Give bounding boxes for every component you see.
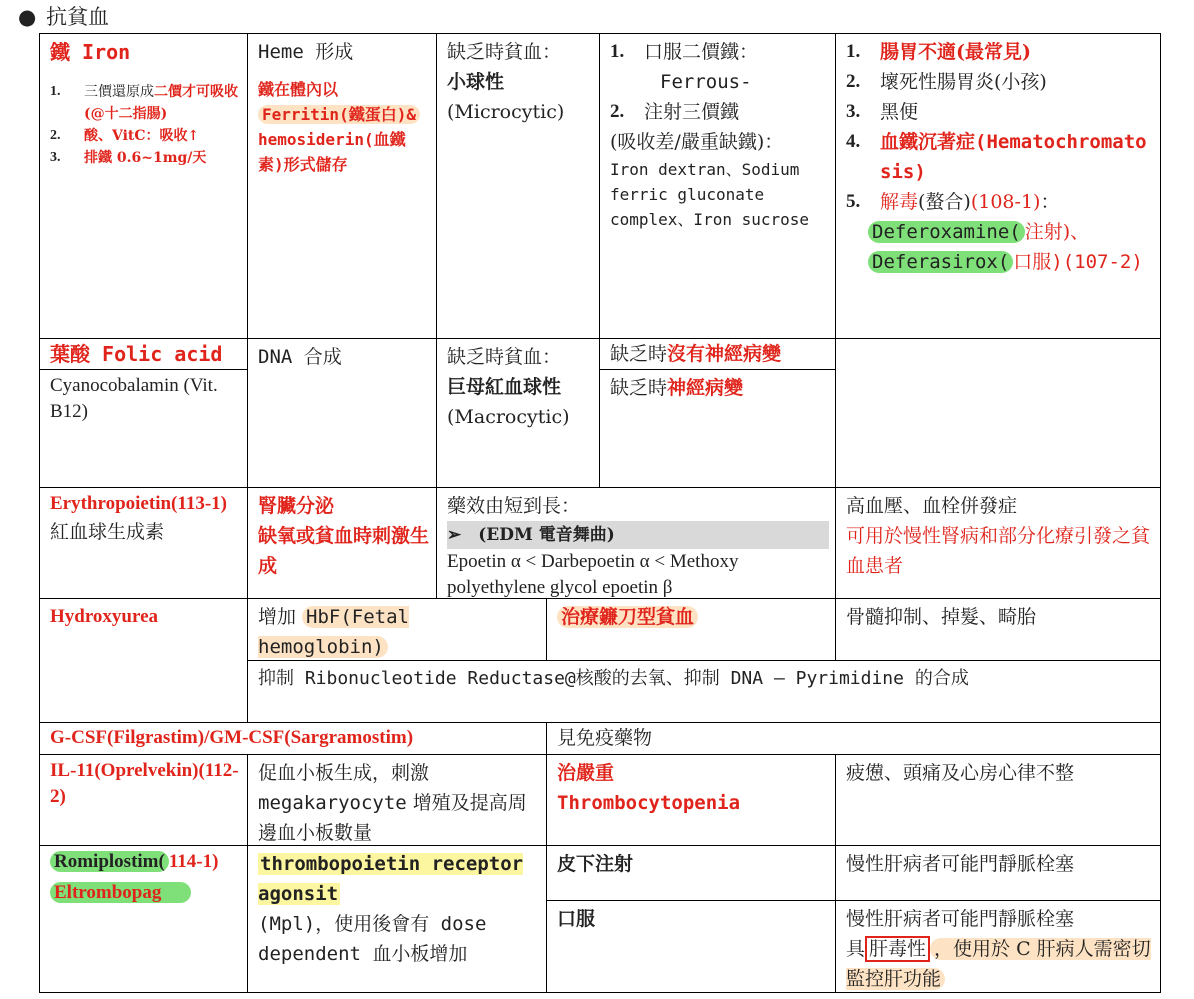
il11-use-a: 治嚴重	[557, 762, 615, 784]
iron-route: 1. 口服二價鐵：	[610, 41, 759, 63]
folic-note-cell	[599, 338, 836, 370]
folic-adverse-cell	[835, 338, 1161, 488]
iron-route-sub: Ferrous-	[660, 71, 752, 93]
iron-name: 鐵 Iron	[50, 40, 131, 64]
hbf-highlight: HbF(Fetal hemoglobin)	[258, 606, 409, 658]
epo-adverse-a: 高血壓、血栓併發症	[846, 495, 1018, 517]
epo-source-cell	[247, 487, 437, 599]
iron-adverse-cell	[835, 33, 1161, 339]
tpo-mechanism-b: (Mpl)，使用後會有 dose dependent 血小板增加	[258, 913, 487, 965]
iron-deficiency-cell	[436, 33, 600, 339]
romiplostim-name: Romiplostim( 114-1)	[50, 849, 241, 874]
eltrombopag-route: 口服	[557, 908, 596, 930]
iron-adverse-item: 2. 壞死性腸胃炎(小孩)	[846, 71, 1047, 93]
eltrombopag-adverse-b: 具 肝毒性 ，使用於 C 肝病人需密切監控肝功能	[846, 938, 1151, 990]
hydroxyurea-mechanism-cell	[247, 660, 1161, 723]
epo-source-a: 腎臟分泌	[258, 495, 335, 517]
folic-note-b: 沒有神經病變	[667, 343, 782, 365]
romiplostim-route-cell	[546, 845, 836, 901]
iron-route-sub: (吸收差/嚴重缺鐵)：	[610, 131, 784, 153]
hydroxyurea-adverse-cell	[835, 598, 1161, 661]
iron-item: 2. 酸、VitC：吸收↑	[50, 128, 200, 144]
epo-name: Erythropoietin(113-1)	[50, 493, 227, 514]
iron-storage-text: 鐵在體內以 Ferritin(鐵蛋白)& hemosiderin(血鐵素)形式儲存	[258, 77, 430, 177]
iron-adverse-item: 4. 血鐵沉著症(Hematochromatosis)	[846, 131, 1147, 183]
iron-deficiency-a: 缺乏時貧血：	[447, 41, 562, 63]
iron-adverse-item: 3. 黑便	[846, 101, 919, 123]
eltrombopag-name: Eltrombopag	[50, 878, 241, 908]
iron-mechanism-title: Heme 形成	[258, 41, 354, 63]
epo-source-b: 缺氧或貧血時刺激生成	[258, 525, 430, 577]
folic-deficiency-cell	[436, 338, 600, 488]
iron-routes-cell	[599, 33, 836, 339]
iron-item: 1. 三價還原成二價才可吸收(@十二指腸)	[50, 84, 238, 122]
iron-deficiency-b: 小球性	[447, 71, 505, 93]
il11-name: IL-11(Oprelvekin)(112-2)	[50, 760, 239, 807]
epo-mnemonic: ➢ (EDM 電音舞曲)	[447, 521, 829, 549]
folic-deficiency-a: 缺乏時貧血：	[447, 346, 562, 368]
bullet-icon: ●	[18, 5, 37, 29]
eltrombopag-route-cell	[546, 900, 836, 993]
epo-order-text: Epoetin α < Darbepoetin α < Methoxy polyethylene glycol epoetin β	[447, 551, 739, 598]
iron-route: 2. 注射三價鐵	[610, 101, 740, 123]
b12-note-b: 神經病變	[667, 377, 744, 399]
b12-note-a: 缺乏時	[610, 377, 668, 399]
folic-name: 葉酸 Folic acid	[50, 342, 223, 366]
epo-adverse-b: 可用於慢性腎病和部分化療引發之貧血患者	[846, 525, 1151, 577]
iron-item: 3. 排鐵 0.6~1mg/天	[50, 150, 207, 166]
hydroxyurea-use-cell	[546, 598, 836, 661]
b12-note-cell	[599, 369, 836, 488]
eltrombopag-adverse-cell	[835, 900, 1161, 993]
section-title: 抗貧血	[46, 5, 109, 29]
il11-effect-cell: 促血小板生成，刺激megakaryocyte 增殖及提高周邊血小板數量	[247, 754, 547, 846]
romiplostim-adverse: 慢性肝病者可能門靜脈栓塞	[846, 853, 1075, 875]
epo-order-title: 藥效由短到長：	[447, 495, 581, 517]
romiplostim-adverse-cell	[835, 845, 1161, 901]
iron-routes-list: Iron dextran、Sodium ferric gluconate complex、Iron sucrose	[610, 160, 810, 229]
iron-mechanism-cell	[247, 33, 437, 339]
il11-name-cell	[39, 754, 248, 846]
eltrombopag-adverse-a: 慢性肝病者可能門靜脈栓塞	[846, 908, 1075, 930]
b12-name-cell	[39, 369, 248, 488]
epo-name-cell	[39, 487, 248, 599]
hydroxyurea-effect-cell: 增加 HbF(Fetal hemoglobin)	[247, 598, 547, 661]
hydroxyurea-name: Hydroxyurea	[50, 606, 159, 627]
gcsf-note: 見免疫藥物	[557, 727, 653, 749]
folic-note-a: 缺乏時	[610, 343, 668, 365]
tpo-mechanism-a: thrombopoietin receptor agonsit	[258, 853, 524, 905]
antidote-deferasirox: Deferasirox( 口服)(107-2)	[846, 247, 1154, 277]
iron-list	[50, 81, 241, 169]
il11-use-cell	[546, 754, 836, 846]
section-heading	[18, 4, 109, 30]
iron-adverse-item: 5. 解毒(螯合)(108-1)：	[846, 191, 1060, 213]
tpo-mechanism-cell	[247, 845, 547, 993]
epo-order-cell	[436, 487, 836, 599]
iron-name-cell	[39, 33, 248, 339]
hydroxyurea-name-cell	[39, 598, 248, 723]
folic-mechanism: DNA 合成	[258, 346, 342, 368]
hydroxyurea-use: 治療鐮刀型貧血	[557, 606, 698, 628]
folic-name-cell	[39, 338, 248, 370]
romiplostim-route: 皮下注射	[557, 853, 634, 875]
iron-deficiency-c: (Microcytic)	[447, 101, 565, 123]
antidote-deferoxamine: Deferoxamine( 注射)、	[846, 217, 1154, 247]
b12-name: Cyanocobalamin (Vit. B12)	[50, 375, 218, 422]
il11-adverse: 疲憊、頭痛及心房心律不整	[846, 762, 1075, 784]
gcsf-note-cell	[546, 722, 1161, 755]
hepatotoxicity-box: 肝毒性	[865, 936, 930, 962]
epo-zh: 紅血球生成素	[50, 521, 165, 543]
folic-mechanism-cell	[247, 338, 437, 488]
iron-adverse-item: 1. 腸胃不適(最常見)	[846, 41, 1031, 63]
il11-adverse-cell	[835, 754, 1161, 846]
hydroxyurea-adverse: 骨髓抑制、掉髮、畸胎	[846, 606, 1037, 628]
hydroxyurea-mechanism: 抑制 Ribonucleotide Reductase@核酸的去氧、抑制 DNA – Pyrimidine 的合成	[258, 668, 969, 689]
gcsf-name-cell	[39, 722, 547, 755]
folic-deficiency-c: (Macrocytic)	[447, 406, 570, 428]
epo-adverse-cell	[835, 487, 1161, 599]
gcsf-name: G-CSF(Filgrastim)/GM-CSF(Sargramostim)	[50, 727, 414, 748]
folic-deficiency-b: 巨母紅血球性	[447, 376, 562, 398]
tpo-name-cell	[39, 845, 248, 993]
il11-use-b: Thrombocytopenia	[557, 792, 741, 814]
